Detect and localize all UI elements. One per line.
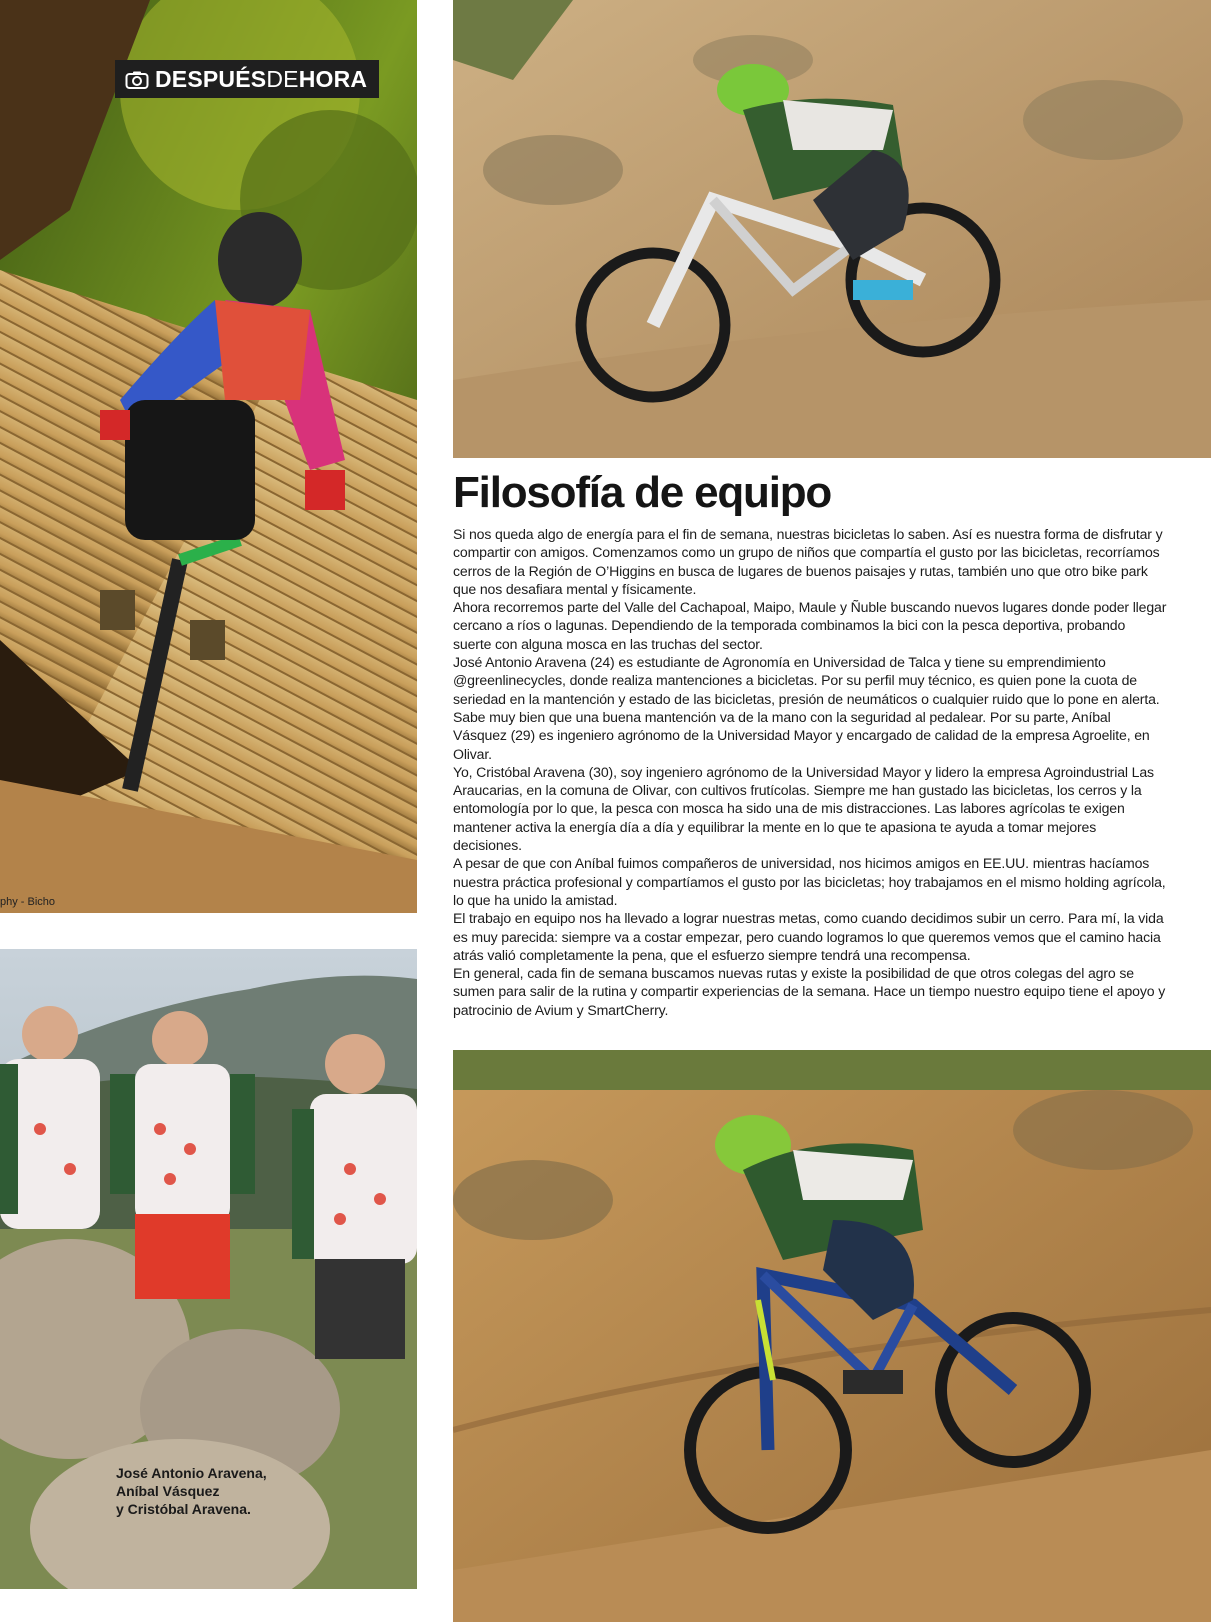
section-title-part2: DE [266, 65, 299, 92]
article-title: Filosofía de equipo [453, 468, 832, 517]
article-paragraph: El trabajo en equipo nos ha llevado a lograr nuestras metas, como cuando decidimos subir un cerro. Para mí, la vida es muy parecida: siempre va a costar empezar, pero cuando logramos lo que queremos vemos que el camino hacia atrás valió completamente la pena, que el esfuerzo siempre tendrá una recompensa. [453, 910, 1164, 963]
article-paragraph: José Antonio Aravena (24) es estudiante de Agronomía en Universidad de Talca y tiene su emprendimiento @greenlinecycles, donde realiza mantenciones a bicicletas. Por su perfil muy técnico, es quien pone la cuota de seriedad en la mantención y estado de las bicicletas, presión de neumáticos o cualquier ruido que lo pone en alerta. Sabe muy bien que una buena mantención va de la mano con la seguridad al pedalear. Por su parte, Aníbal Vásquez (29) es ingeniero agrónomo de la Universidad Mayor y encargado de calidad de la empresa Agroelite, en Olivar. [453, 654, 1160, 762]
photo-credit: phy - Bicho [0, 896, 56, 908]
photo-rider-wooden-ramp-image [0, 0, 417, 913]
photo-rider-dirt-slope [453, 0, 1211, 458]
section-title-part1: DESPUÉS [155, 65, 267, 92]
section-title [155, 66, 367, 93]
camera-icon [125, 69, 149, 89]
caption-line-1: José Antonio Aravena, [116, 1465, 267, 1481]
section-title-part3: HORA [298, 65, 368, 92]
caption-line-2: Aníbal Vásquez [116, 1483, 220, 1499]
photo-rider-wooden-ramp [0, 0, 417, 913]
article-body [453, 525, 1167, 1019]
section-badge [115, 60, 379, 98]
article-paragraph: Ahora recorremos parte del Valle del Cachapoal, Maipo, Maule y Ñuble buscando nuevos lugares donde poder llegar cercano a ríos o lagunas. Dependiendo de la temporada combinamos la bici con la pesca deportiva, probando suerte con alguna mosca en las truchas del sector. [453, 599, 1167, 652]
article-paragraph: En general, cada fin de semana buscamos nuevas rutas y existe la posibilidad de que otros colegas del agro se sumen para salir de la rutina y compartir experiencias de la semana. Hace un tiempo nuestro equipo tiene el apoyo y patrocinio de Avium y SmartCherry. [453, 965, 1166, 1018]
article-paragraph: A pesar de que con Aníbal fuimos compañeros de universidad, nos hicimos amigos en EE.UU. mientras hacíamos nuestra práctica profesional y compartíamos el gusto por las bicicletas; hoy trabajamos en el mismo holding agrícola, lo que ha unido la amistad. [453, 855, 1166, 908]
photo-rider-dirt-slope-image [453, 0, 1211, 458]
article-paragraph: Si nos queda algo de energía para el fin de semana, nuestras bicicletas lo saben. Así es nuestra forma de disfrutar y compartir con amigos. Comenzamos como un grupo de niños que compartía el gusto por las bicicletas, recorríamos cerros de la Región de O’Higgins en busca de lugares de buenos paisajes y rutas, también uno que otro bike park que nos desafiara mental y físicamente. [453, 526, 1163, 597]
photo-rider-trail-descent-image [453, 1050, 1211, 1622]
photo-caption [116, 1464, 316, 1518]
caption-line-3: y Cristóbal Aravena. [116, 1501, 251, 1517]
article-paragraph: Yo, Cristóbal Aravena (30), soy ingeniero agrónomo de la Universidad Mayor y lidero la empresa Agroindustrial Las Araucarias, en la comuna de Olivar, con cultivos frutícolas. Siempre me han gustado las bicicletas, los cerros y la entomología por lo que, la pesca con mosca ha sido una de mis distracciones. Las labores agrícolas te exigen mantener activa la energía día a día y equilibrar la mente en lo que te apasiona te ayuda a tomar mejores decisiones. [453, 763, 1154, 854]
photo-rider-trail-descent [453, 1050, 1211, 1622]
